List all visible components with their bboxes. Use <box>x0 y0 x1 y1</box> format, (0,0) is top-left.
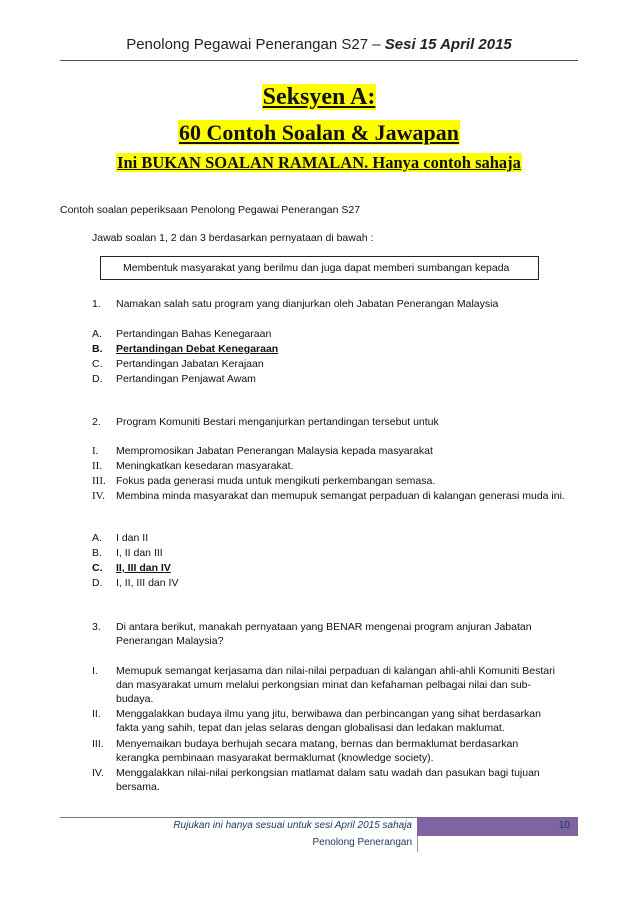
section-title: Seksyen A: <box>262 84 376 110</box>
instruction-text: Jawab soalan 1, 2 dan 3 berdasarkan pernyataan di bawah : <box>92 232 374 244</box>
question-1 <box>92 297 572 311</box>
main-title: 60 Contoh Soalan & Jawapan <box>179 120 459 145</box>
question-text: Namakan salah satu program yang dianjurkan oleh Jabatan Penerangan Malaysia <box>116 298 499 310</box>
document-page: Penolong Pegawai Penerangan S27 – Sesi 15 April 2015 Seksyen A: 60 Contoh Soalan & Jawapan Ini BUKAN SOALAN RAMALAN. Hanya contoh sahaja Contoh soalan peperiksaan Penolong Pegawai Penerangan S27 Jawab soalan 1, 2 dan 3 berdasarkan pernyataan di bawah : Membentuk masyarakat yang berilmu dan juga dapat memberi sumbangan kepada 1. Namakan salah satu program yang dianjurkan oleh Jabatan Penerangan Malaysia A. Pertandingan Bahas Kenegaraan B. Pertandingan Debat Kenegaraan C. Pertandingan Jabatan Kerajaan D. Pertandingan Penjawat Awam 2. Program Komuniti Bestari menganjurkan pertandingan tersebut untuk I. Mempromosikan Jabatan Penerangan Malaysia kepada masyarakat II. Meningkatkan kesedaran masyarakat. III. Fokus pada generasi muda untuk mengikuti perkembangan semasa. IV. Membina minda masyarakat dan memupuk semangat perpaduan di kalangan generasi muda ini. A. I dan II B. I, II dan III C. II, III dan IV D. I, II, III dan IV 3. Di antara berikut, manakah pernyataan yang BENAR mengenai program anjuran Jabatan Penerangan Malaysia? I. Memupuk semangat kerjasama dan nilai-nilai perpaduan di kalangan ahli-ahli Komuniti Bestari dan masyarakat umum melalui perkongsian minat dan kefahaman pelbagai nilai dan sub-budaya. II. Menggalakkan budaya ilmu yang jitu, berwibawa dan perbincangan yang sihat berdasarkan fakta yang sahih, tepat dan jelas selaras dengan globalisasi dan ledakan maklumat. III. Menyemaikan budaya berhujah secara matang, bernas dan bermaklumat berdasarkan kerangka pembinaan masyarakat bermaklumat (knowledge society). IV. Menggalakkan nilai-nilai perkongsian matlamat dalam satu wadah dan pasukan bagi tujuan bersama. Rujukan ini hanya sesuai untuk sesi April 2015 sahaja Penolong Penerangan 10 <box>0 0 638 903</box>
footer-author: Penolong Penerangan <box>312 837 412 848</box>
statement-box: Membentuk masyarakat yang berilmu dan juga dapat memberi sumbangan kepada <box>100 256 539 280</box>
question-text: Program Komuniti Bestari menganjurkan pertandingan tersebut untuk <box>116 416 439 428</box>
question-number: 1. <box>92 298 101 310</box>
header-session: Sesi 15 April 2015 <box>384 36 512 53</box>
question-text: Di antara berikut, manakah pernyataan yang BENAR mengenai program anjuran Jabatan Penerangan Malaysia? <box>116 621 532 647</box>
footer-rule <box>60 817 417 818</box>
header-rule <box>60 60 578 61</box>
page-header <box>60 36 578 53</box>
header-title: Penolong Pegawai Penerangan S27 – <box>126 36 385 53</box>
disclaimer-title: Ini BUKAN SOALAN RAMALAN. Hanya contoh sahaja <box>117 153 521 172</box>
page-number: 10 <box>558 820 570 831</box>
question-number: 2. <box>92 416 101 428</box>
footer-divider <box>417 836 418 852</box>
footer-note: Rujukan ini hanya sesuai untuk sesi April 2015 sahaja <box>173 820 412 831</box>
intro-text: Contoh soalan peperiksaan Penolong Pegawai Penerangan S27 <box>60 204 361 216</box>
question-number: 3. <box>92 621 101 633</box>
